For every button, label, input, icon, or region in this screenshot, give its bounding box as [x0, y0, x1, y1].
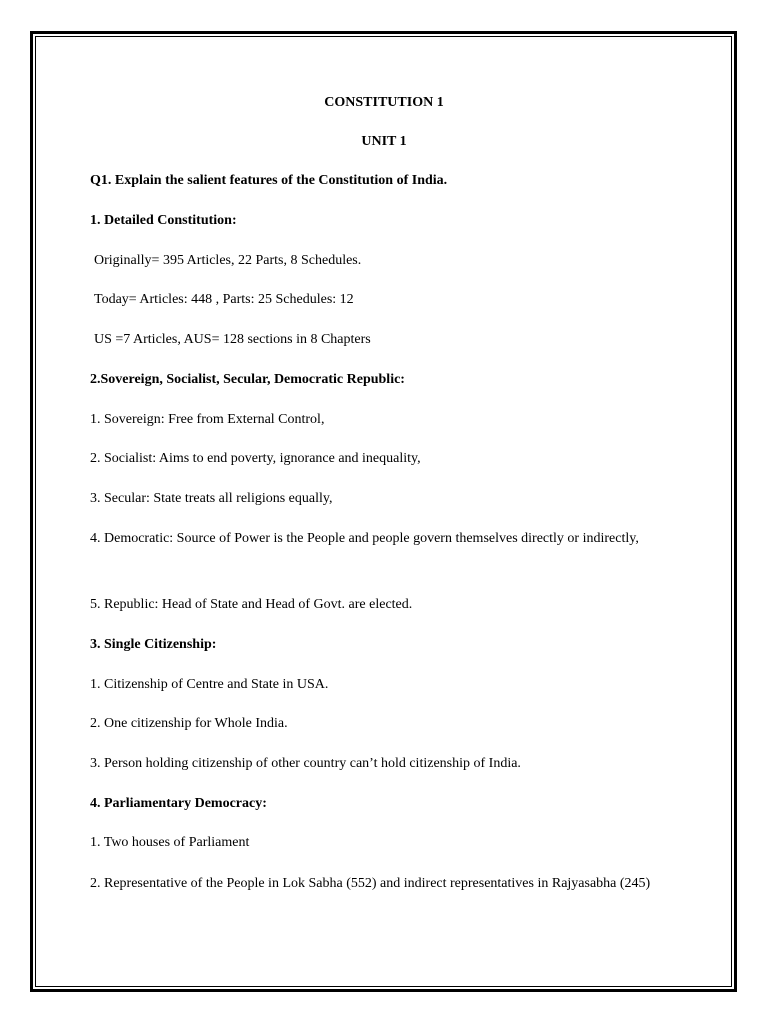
section-item: 3. Secular: State treats all religions equally,	[90, 491, 333, 506]
section-item: Today= Articles: 448 , Parts: 25 Schedules: 12	[94, 292, 354, 307]
section-item: US =7 Articles, AUS= 128 sections in 8 Chapters	[94, 332, 371, 347]
section-item: 5. Republic: Head of State and Head of Govt. are elected.	[90, 597, 413, 612]
section-item: 2. One citizenship for Whole India.	[90, 716, 288, 731]
section-item: 2. Representative of the People in Lok Sabha (552) and indirect representatives in Rajyasabha (245)	[90, 876, 651, 891]
document-title: CONSTITUTION 1	[324, 95, 444, 110]
section-item: 1. Sovereign: Free from External Control,	[90, 412, 325, 427]
section-heading: 3. Single Citizenship:	[90, 637, 217, 652]
section-heading: 4. Parliamentary Democracy:	[90, 796, 267, 811]
section-item: 1. Citizenship of Centre and State in USA.	[90, 677, 329, 692]
section-item: 2. Socialist: Aims to end poverty, ignorance and inequality,	[90, 451, 421, 466]
section-item: 1. Two houses of Parliament	[90, 835, 250, 850]
section-heading: 1. Detailed Constitution:	[90, 213, 237, 228]
unit-heading: UNIT 1	[361, 134, 407, 149]
section-item: 3. Person holding citizenship of other country can’t hold citizenship of India.	[90, 756, 521, 771]
section-item: Originally= 395 Articles, 22 Parts, 8 Schedules.	[94, 253, 362, 268]
question-heading: Q1. Explain the salient features of the Constitution of India.	[90, 173, 448, 188]
section-heading: 2.Sovereign, Socialist, Secular, Democratic Republic:	[90, 372, 405, 387]
section-item: 4. Democratic: Source of Power is the People and people govern themselves directly or indirectly,	[90, 531, 639, 546]
